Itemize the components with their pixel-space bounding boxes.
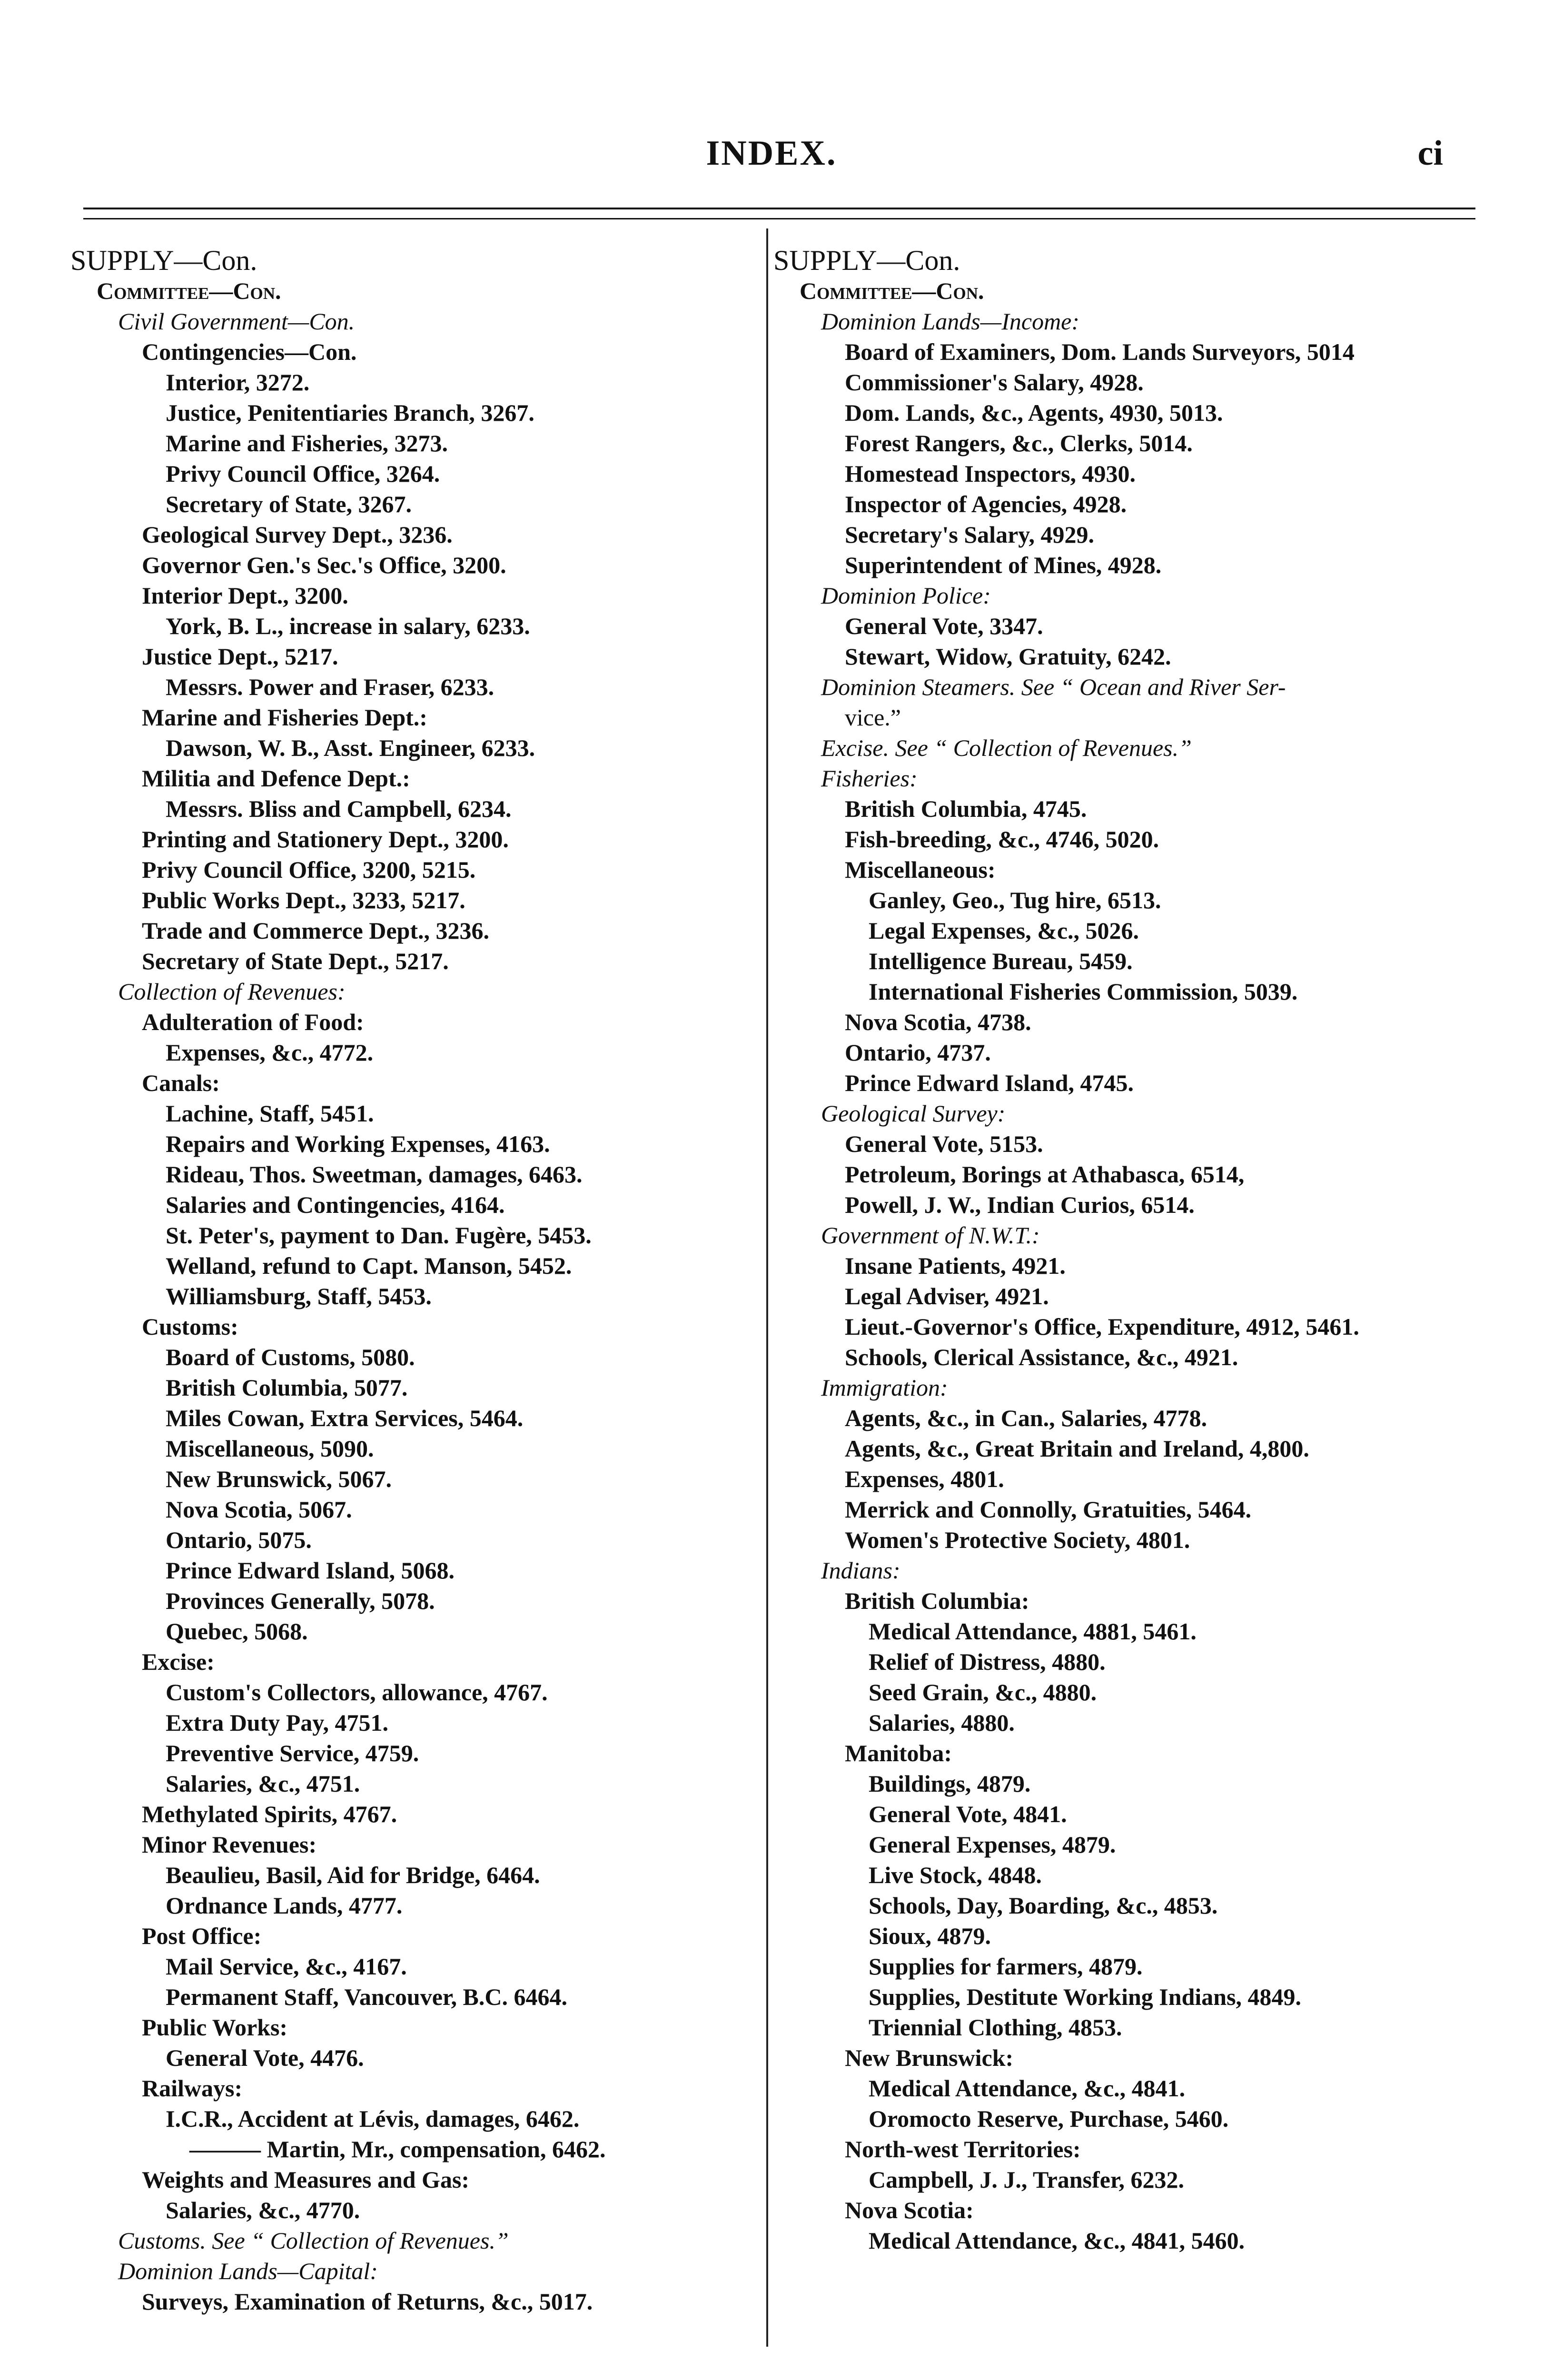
index-entry: vice.” [845,704,901,731]
index-entry: Salaries and Contingencies, 4164. [166,1191,505,1218]
index-entry: Customs: [142,1313,238,1340]
index-entry: Miscellaneous: [845,856,996,883]
index-entry: ——— Martin, Mr., compensation, 6462. [189,2136,606,2162]
index-entry: Sioux, 4879. [869,1923,991,1949]
index-entry: Powell, J. W., Indian Curios, 6514. [845,1191,1195,1218]
index-entry: Expenses, &c., 4772. [166,1039,374,1066]
index-entry: Superintendent of Mines, 4928. [845,552,1162,578]
index-entry: Committee—Con. [800,278,984,304]
index-entry: Railways: [142,2075,243,2102]
index-entry: Immigration: [821,1374,948,1401]
index-entry: Campbell, J. J., Transfer, 6232. [869,2166,1184,2193]
index-entry: Minor Revenues: [142,1831,317,1858]
index-entry: Board of Examiners, Dom. Lands Surveyors, 5014 [845,338,1355,365]
index-entry: Mail Service, &c., 4167. [166,1953,407,1980]
index-entry: General Vote, 4841. [869,1801,1067,1827]
index-entry: I.C.R., Accident at Lévis, damages, 6462. [166,2105,580,2132]
index-entry: Expenses, 4801. [845,1466,1004,1492]
index-entry: Miscellaneous, 5090. [166,1435,374,1462]
index-entry: Dominion Lands—Income: [821,308,1080,335]
index-entry: Legal Expenses, &c., 5026. [869,917,1139,944]
index-entry: Board of Customs, 5080. [166,1344,415,1370]
index-entry: Legal Adviser, 4921. [845,1283,1049,1309]
index-entry: Schools, Day, Boarding, &c., 4853. [869,1892,1218,1919]
index-entry: Lachine, Staff, 5451. [166,1100,374,1127]
index-entry: Adulteration of Food: [142,1009,364,1035]
index-entry: Privy Council Office, 3264. [166,460,440,487]
index-entry: Agents, &c., Great Britain and Ireland, 4,800. [845,1435,1309,1462]
index-entry: Intelligence Bureau, 5459. [869,948,1133,974]
index-entry: Seed Grain, &c., 4880. [869,1679,1097,1706]
index-entry: Relief of Distress, 4880. [869,1648,1106,1675]
index-entry: Marine and Fisheries Dept.: [142,704,427,731]
index-entry: Schools, Clerical Assistance, &c., 4921. [845,1344,1238,1370]
index-entry: Weights and Measures and Gas: [142,2166,470,2193]
index-entry: Secretary of State, 3267. [166,491,412,517]
index-entry: Printing and Stationery Dept., 3200. [142,826,509,853]
index-entry: New Brunswick: [845,2044,1014,2071]
index-entry: Nova Scotia: [845,2197,974,2223]
index-entry: Manitoba: [845,1740,952,1766]
index-entry: Medical Attendance, 4881, 5461. [869,1618,1197,1645]
index-entry: Excise: [142,1648,215,1675]
index-entry: Repairs and Working Expenses, 4163. [166,1130,550,1157]
index-entry: Collection of Revenues: [118,978,346,1005]
index-entry: Trade and Commerce Dept., 3236. [142,917,489,944]
index-entry: Stewart, Widow, Gratuity, 6242. [845,643,1171,670]
index-entry: Insane Patients, 4921. [845,1252,1066,1279]
index-entry: Fish-breeding, &c., 4746, 5020. [845,826,1159,853]
header-rule-thin [83,218,1475,219]
index-entry: Methylated Spirits, 4767. [142,1801,397,1827]
index-entry: Women's Protective Society, 4801. [845,1527,1190,1553]
right-column [773,245,1478,2256]
index-entry: Preventive Service, 4759. [166,1740,419,1766]
index-entry: Surveys, Examination of Returns, &c., 5017. [142,2288,593,2315]
index-entry: Messrs. Power and Fraser, 6233. [166,674,495,700]
index-entry: Dom. Lands, &c., Agents, 4930, 5013. [845,399,1223,426]
index-entry: Miles Cowan, Extra Services, 5464. [166,1405,524,1431]
index-entry: Canals: [142,1070,220,1096]
index-entry: Contingencies—Con. [142,338,357,365]
index-entry: Live Stock, 4848. [869,1862,1042,1888]
page-number: ci [1417,134,1443,173]
index-entry: Medical Attendance, &c., 4841. [869,2075,1186,2102]
index-entry: Geological Survey: [821,1100,1006,1127]
index-entry: Salaries, &c., 4751. [166,1770,360,1797]
index-entry: Nova Scotia, 4738. [845,1009,1031,1035]
index-entry: Interior, 3272. [166,369,310,396]
index-entry: Commissioner's Salary, 4928. [845,369,1144,396]
index-entry: Messrs. Bliss and Campbell, 6234. [166,795,512,822]
index-entry: St. Peter's, payment to Dan. Fugère, 5453. [166,1222,592,1249]
index-entry: Supplies, Destitute Working Indians, 4849. [869,1983,1302,2010]
index-entry: Dawson, W. B., Asst. Engineer, 6233. [166,734,535,761]
index-entry: Salaries, &c., 4770. [166,2197,360,2223]
index-entry: Secretary's Salary, 4929. [845,521,1094,548]
index-entry: Secretary of State Dept., 5217. [142,948,449,974]
index-entry: Justice Dept., 5217. [142,643,338,670]
index-entry: Provinces Generally, 5078. [166,1587,435,1614]
index-entry: SUPPLY—Con. [773,245,960,276]
index-entry: New Brunswick, 5067. [166,1466,392,1492]
header-rule [83,208,1475,209]
index-entry: Merrick and Connolly, Gratuities, 5464. [845,1496,1252,1523]
index-entry: Committee—Con. [97,278,281,304]
index-entry: Forest Rangers, &c., Clerks, 5014. [845,430,1193,456]
index-entry: Dominion Lands—Capital: [118,2258,378,2284]
index-entry: Quebec, 5068. [166,1618,308,1645]
index-entry: Civil Government—Con. [118,308,355,335]
index-entry: Welland, refund to Capt. Manson, 5452. [166,1252,572,1279]
index-entry: Marine and Fisheries, 3273. [166,430,448,456]
index-entry: Customs. See “ Collection of Revenues.” [118,2227,509,2254]
index-entry: Permanent Staff, Vancouver, B.C. 6464. [166,1983,567,2010]
index-entry: Public Works: [142,2014,288,2041]
index-entry: Medical Attendance, &c., 4841, 5460. [869,2227,1245,2254]
index-entry: Ontario, 5075. [166,1527,312,1553]
index-entry: Lieut.-Governor's Office, Expenditure, 4912, 5461. [845,1313,1359,1340]
index-entry: Privy Council Office, 3200, 5215. [142,856,476,883]
index-entry: Dominion Steamers. See “ Ocean and River Ser- [821,674,1286,700]
index-entry: Buildings, 4879. [869,1770,1031,1797]
index-entry: Custom's Collectors, allowance, 4767. [166,1679,548,1706]
index-entry: General Vote, 4476. [166,2044,364,2071]
index-entry: Dominion Police: [821,582,991,609]
index-entry: Militia and Defence Dept.: [142,765,410,792]
index-entry: Extra Duty Pay, 4751. [166,1709,389,1736]
index-entry: Salaries, 4880. [869,1709,1015,1736]
index-entry: British Columbia, 4745. [845,795,1087,822]
index-entry: Geological Survey Dept., 3236. [142,521,453,548]
index-entry: North-west Territories: [845,2136,1081,2162]
index-entry: Public Works Dept., 3233, 5217. [142,887,465,913]
index-entry: General Expenses, 4879. [869,1831,1116,1858]
column-divider [766,228,768,2347]
index-entry: Inspector of Agencies, 4928. [845,491,1127,517]
index-entry: Justice, Penitentiaries Branch, 3267. [166,399,534,426]
index-entry: Homestead Inspectors, 4930. [845,460,1136,487]
index-entry: General Vote, 5153. [845,1130,1043,1157]
index-entry: Ontario, 4737. [845,1039,991,1066]
index-entry: Petroleum, Borings at Athabasca, 6514, [845,1161,1245,1188]
index-entry: Interior Dept., 3200. [142,582,348,609]
index-entry: Oromocto Reserve, Purchase, 5460. [869,2105,1229,2132]
index-entry: Prince Edward Island, 4745. [845,1070,1134,1096]
index-entry: Williamsburg, Staff, 5453. [166,1283,432,1309]
index-entry: Supplies for farmers, 4879. [869,1953,1143,1980]
index-entry: Indians: [821,1557,900,1584]
index-entry: Governor Gen.'s Sec.'s Office, 3200. [142,552,506,578]
index-entry: Rideau, Thos. Sweetman, damages, 6463. [166,1161,583,1188]
index-entry: SUPPLY—Con. [70,245,257,276]
index-entry: International Fisheries Commission, 5039. [869,978,1298,1005]
page-title: INDEX. [706,134,837,173]
left-column [70,245,751,2317]
index-entry: Agents, &c., in Can., Salaries, 4778. [845,1405,1207,1431]
index-entry: British Columbia, 5077. [166,1374,408,1401]
index-entry: Beaulieu, Basil, Aid for Bridge, 6464. [166,1862,540,1888]
index-entry: Government of N.W.T.: [821,1222,1040,1249]
index-entry: General Vote, 3347. [845,613,1043,639]
index-entry: Post Office: [142,1923,262,1949]
index-entry: Excise. See “ Collection of Revenues.” [821,734,1192,761]
index-entry: British Columbia: [845,1587,1029,1614]
index-entry: Triennial Clothing, 4853. [869,2014,1122,2041]
index-entry: Prince Edward Island, 5068. [166,1557,455,1584]
index-entry: Ordnance Lands, 4777. [166,1892,403,1919]
index-entry: York, B. L., increase in salary, 6233. [166,613,530,639]
index-entry: Ganley, Geo., Tug hire, 6513. [869,887,1161,913]
index-entry: Fisheries: [821,765,918,792]
index-entry: Nova Scotia, 5067. [166,1496,352,1523]
